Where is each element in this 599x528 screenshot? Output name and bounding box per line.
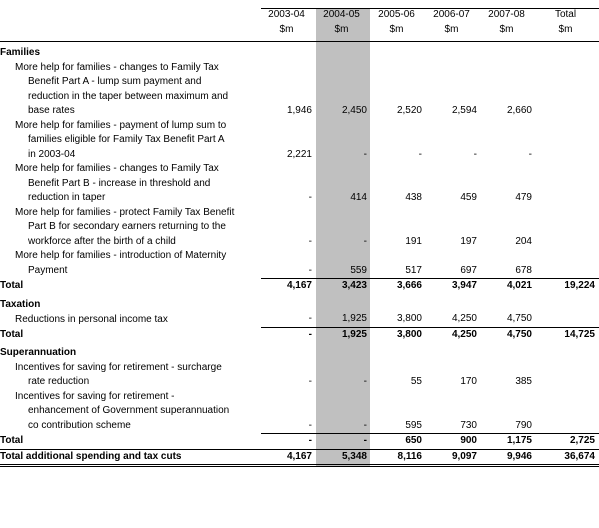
value-cell	[316, 90, 371, 105]
value-cell	[536, 61, 599, 76]
total-value: 900	[426, 434, 481, 450]
table-row	[0, 162, 599, 177]
table-row	[0, 419, 599, 434]
section-heading-row	[0, 342, 599, 361]
table-row	[0, 375, 599, 390]
value-cell	[261, 249, 316, 264]
value-cell: 4,750	[506, 313, 532, 324]
section-heading: Families	[0, 47, 41, 58]
value-cell	[536, 191, 599, 206]
value-cell	[316, 61, 371, 76]
value-cell: 385	[515, 376, 532, 387]
total-value: 1,175	[481, 434, 536, 450]
total-value: 2,725	[536, 434, 599, 450]
value-cell: -	[308, 419, 312, 431]
total-label: Total additional spending and tax cuts	[0, 449, 261, 466]
table-row	[0, 206, 599, 221]
value-cell: 697	[460, 264, 477, 276]
column-header: Total $m	[536, 8, 599, 42]
value-cell	[426, 119, 481, 134]
value-cell	[426, 133, 481, 148]
total-value: 9,097	[426, 449, 481, 466]
value-cell	[481, 61, 536, 76]
row-label: base rates	[28, 105, 75, 116]
value-cell	[426, 404, 481, 419]
value-cell: 2,660	[506, 105, 532, 116]
column-header: 2004-05 $m	[316, 8, 371, 42]
value-cell	[536, 220, 599, 235]
value-cell: -	[363, 419, 367, 431]
value-cell	[426, 61, 481, 76]
row-label: co contribution scheme	[28, 420, 131, 431]
value-cell	[426, 361, 481, 376]
total-value: 5,348	[316, 449, 371, 466]
total-value: 4,167	[261, 279, 316, 294]
value-cell	[261, 75, 316, 90]
column-header-row	[0, 8, 599, 42]
table-row	[0, 119, 599, 134]
value-cell: 414	[350, 192, 367, 203]
value-cell	[316, 162, 371, 177]
value-cell	[536, 404, 599, 419]
value-cell	[316, 133, 371, 148]
value-cell: -	[308, 376, 312, 387]
value-cell	[536, 75, 599, 90]
value-cell	[536, 312, 599, 327]
row-label: More help for families - changes to Family Tax	[15, 163, 219, 174]
value-cell	[481, 390, 536, 405]
value-cell: -	[308, 313, 312, 324]
value-cell	[481, 133, 536, 148]
section-heading: Superannuation	[0, 347, 77, 358]
total-label: Total	[0, 280, 24, 291]
value-cell	[481, 162, 536, 177]
total-value: 4,021	[481, 279, 536, 294]
table-row	[0, 177, 599, 192]
row-label: Reductions in personal income tax	[15, 313, 168, 325]
value-cell: 191	[405, 235, 422, 247]
value-cell	[481, 361, 536, 376]
total-value: -	[261, 327, 316, 342]
table-row	[0, 90, 599, 105]
column-header: 2007-08 $m	[481, 8, 536, 42]
value-cell	[536, 162, 599, 177]
row-label: Incentives for saving for retirement - surcharge	[15, 361, 222, 373]
value-cell: -	[528, 148, 532, 160]
value-cell: -	[418, 148, 422, 160]
table-row	[0, 104, 599, 119]
value-cell: 2,221	[286, 148, 312, 160]
value-cell	[536, 119, 599, 134]
budget-measures-table	[0, 8, 599, 467]
value-cell	[371, 249, 426, 264]
value-cell	[536, 390, 599, 405]
total-value: 36,674	[536, 449, 599, 466]
table-row	[0, 61, 599, 76]
row-label: rate reduction	[28, 376, 90, 387]
total-value: 4,750	[481, 327, 536, 342]
value-cell	[316, 390, 371, 405]
value-cell	[536, 235, 599, 250]
value-cell	[371, 177, 426, 192]
value-cell: -	[308, 192, 312, 203]
table-row	[0, 312, 599, 327]
table-row	[0, 264, 599, 279]
value-cell: 1,946	[286, 105, 312, 116]
total-value: 14,725	[536, 327, 599, 342]
row-label: enhancement of Government superannuation	[28, 405, 230, 416]
value-cell: 459	[460, 192, 477, 203]
total-value: 19,224	[536, 279, 599, 294]
value-cell	[481, 220, 536, 235]
value-cell	[371, 90, 426, 105]
row-label: Payment	[28, 265, 68, 276]
section-heading-row	[0, 42, 599, 61]
total-value: 3,800	[371, 327, 426, 342]
table-row	[0, 235, 599, 250]
table-row	[0, 361, 599, 376]
total-value: 3,666	[371, 279, 426, 294]
value-cell	[371, 133, 426, 148]
grand-total-row	[0, 449, 599, 466]
value-cell	[316, 361, 371, 376]
value-cell	[261, 404, 316, 419]
value-cell: 2,450	[341, 105, 367, 116]
value-cell	[261, 177, 316, 192]
total-value: 3,423	[316, 279, 371, 294]
table-row	[0, 148, 599, 163]
value-cell	[536, 133, 599, 148]
row-label: More help for families - payment of lump sum to	[15, 119, 227, 131]
value-cell	[481, 177, 536, 192]
total-label: Total	[0, 328, 24, 340]
value-cell	[371, 162, 426, 177]
families-total-row	[0, 279, 599, 294]
table-row	[0, 249, 599, 264]
row-label: in 2003-04	[28, 148, 76, 160]
value-cell: 1,925	[341, 313, 367, 324]
value-cell	[481, 75, 536, 90]
value-cell	[371, 61, 426, 76]
row-label: families eligible for Family Tax Benefit Part A	[28, 134, 225, 145]
value-cell	[426, 90, 481, 105]
value-cell	[261, 133, 316, 148]
value-cell: 517	[405, 264, 422, 276]
total-value: 650	[371, 434, 426, 450]
value-cell: 4,250	[451, 313, 477, 324]
row-label: Part B for secondary earners returning to the	[28, 221, 226, 232]
value-cell	[426, 390, 481, 405]
value-cell	[316, 177, 371, 192]
table-row	[0, 390, 599, 405]
value-cell: -	[473, 148, 477, 160]
value-cell: -	[363, 376, 367, 387]
value-cell	[371, 206, 426, 221]
value-cell: 730	[460, 419, 477, 431]
value-cell	[536, 419, 599, 434]
value-cell: 2,594	[451, 105, 477, 116]
row-label: Benefit Part A - lump sum payment and	[28, 76, 202, 87]
value-cell	[536, 264, 599, 279]
value-cell	[536, 177, 599, 192]
value-cell	[371, 119, 426, 134]
value-cell	[426, 177, 481, 192]
total-value: 3,947	[426, 279, 481, 294]
column-header: 2003-04 $m	[261, 8, 316, 42]
value-cell	[316, 119, 371, 134]
value-cell	[261, 361, 316, 376]
value-cell	[426, 206, 481, 221]
value-cell	[371, 390, 426, 405]
superannuation-total-row	[0, 434, 599, 450]
value-cell	[261, 390, 316, 405]
value-cell	[536, 90, 599, 105]
value-cell	[371, 220, 426, 235]
value-cell: 170	[460, 376, 477, 387]
value-cell	[316, 404, 371, 419]
value-cell: 790	[515, 419, 532, 431]
value-cell: -	[308, 235, 312, 247]
table-row	[0, 220, 599, 235]
value-cell	[316, 206, 371, 221]
value-cell	[316, 75, 371, 90]
value-cell	[261, 220, 316, 235]
value-cell	[481, 404, 536, 419]
value-cell	[261, 61, 316, 76]
row-label: reduction in the taper between maximum and	[28, 90, 229, 102]
value-cell	[316, 220, 371, 235]
value-cell: 559	[350, 264, 367, 276]
value-cell: 678	[515, 264, 532, 276]
value-cell	[261, 90, 316, 105]
table-row	[0, 191, 599, 206]
value-cell	[536, 249, 599, 264]
value-cell	[536, 206, 599, 221]
total-label: Total	[0, 435, 24, 446]
table-row	[0, 75, 599, 90]
column-header: 2005-06 $m	[371, 8, 426, 42]
value-cell	[481, 90, 536, 105]
value-cell	[426, 249, 481, 264]
value-cell	[316, 249, 371, 264]
row-label: More help for families - changes to Family Tax	[15, 61, 219, 73]
value-cell	[481, 206, 536, 221]
value-cell: 479	[515, 192, 532, 203]
total-value: 8,116	[371, 449, 426, 466]
value-cell: 438	[405, 192, 422, 203]
value-cell: 3,800	[396, 313, 422, 324]
row-label: More help for families - introduction of Maternity	[15, 250, 227, 261]
row-label: workforce after the birth of a child	[28, 235, 176, 247]
total-value: -	[261, 434, 316, 450]
value-cell	[261, 162, 316, 177]
value-cell	[481, 119, 536, 134]
value-cell	[536, 375, 599, 390]
value-cell	[536, 361, 599, 376]
value-cell: 55	[410, 376, 422, 387]
value-cell	[426, 220, 481, 235]
value-cell: 197	[460, 235, 477, 247]
value-cell	[261, 119, 316, 134]
value-cell: -	[363, 148, 367, 160]
value-cell: 595	[405, 419, 422, 431]
value-cell: -	[308, 264, 312, 276]
table-row	[0, 404, 599, 419]
value-cell: 204	[515, 235, 532, 247]
row-label: reduction in taper	[28, 192, 106, 203]
row-label: Benefit Part B - increase in threshold and	[28, 177, 211, 189]
value-cell	[261, 206, 316, 221]
row-label: Incentives for saving for retirement -	[15, 390, 175, 402]
value-cell	[481, 249, 536, 264]
value-cell	[371, 75, 426, 90]
total-value: -	[316, 434, 371, 450]
column-header: 2006-07 $m	[426, 8, 481, 42]
value-cell	[536, 104, 599, 119]
value-cell: 2,520	[396, 105, 422, 116]
value-cell: -	[363, 235, 367, 247]
value-cell	[426, 162, 481, 177]
section-heading-row	[0, 294, 599, 313]
value-cell	[426, 75, 481, 90]
value-cell	[371, 361, 426, 376]
total-value: 4,167	[261, 449, 316, 466]
taxation-total-row	[0, 327, 599, 342]
section-heading: Taxation	[0, 298, 41, 310]
total-value: 4,250	[426, 327, 481, 342]
value-cell	[536, 148, 599, 163]
total-value: 9,946	[481, 449, 536, 466]
table-row	[0, 133, 599, 148]
label-column-header	[0, 8, 261, 42]
row-label: More help for families - protect Family Tax Benefit	[15, 206, 235, 218]
value-cell	[371, 404, 426, 419]
total-value: 1,925	[316, 327, 371, 342]
